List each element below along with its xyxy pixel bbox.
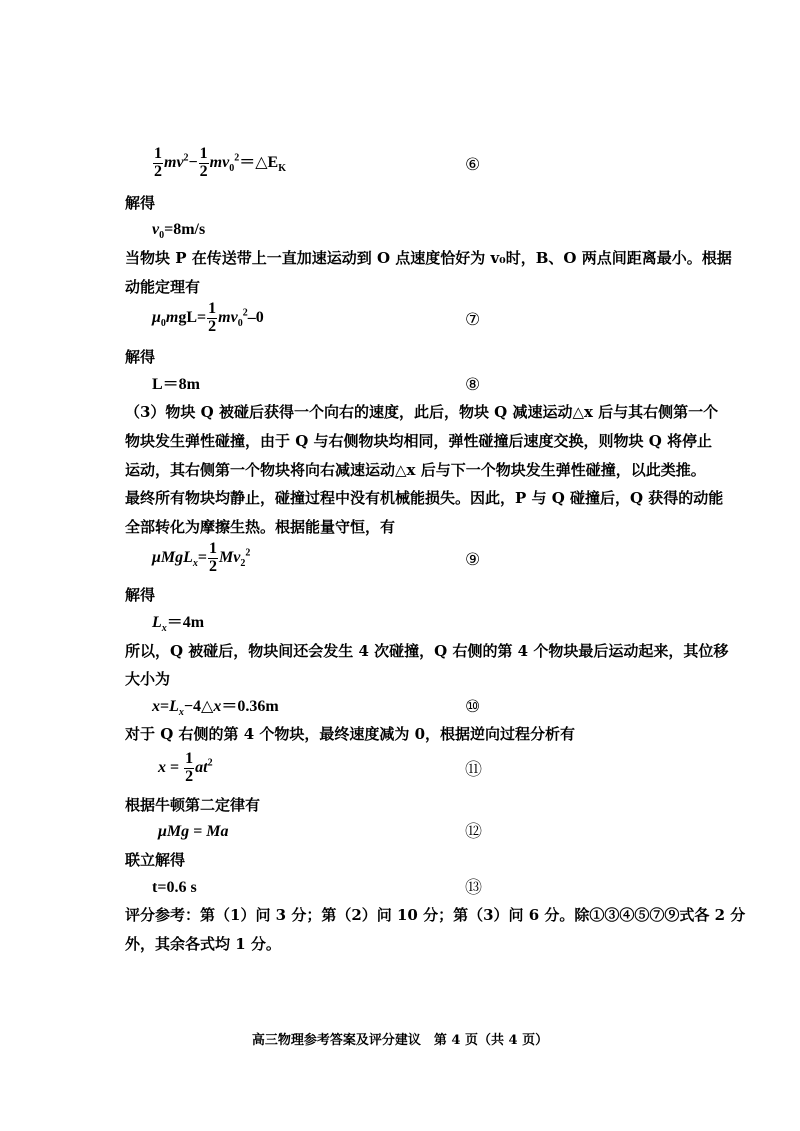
equation-10: $x=L_x-4\triangle x=0.36m$ [152, 698, 279, 719]
paragraph-4: 对于 Q 右侧的第 4 个物块，最终速度减为 0，根据逆向过程分析有 [125, 725, 576, 743]
equation-number-6: ⑥ [465, 155, 481, 175]
equation-13: t=0.6 s [152, 879, 197, 896]
equation-number-13: ⑬ [465, 878, 482, 898]
paragraph-1-line-1: 当物块 P 在传送带上一直加速运动到 O 点速度恰好为 v₀时，B、O 两点间距离最小。根据 [125, 249, 732, 267]
equation-12: μMg = Ma [158, 823, 229, 840]
equation-lx: $L_x=4m$ [152, 614, 205, 635]
scoring-line-1: 评分参考：第（1）问 3 分；第（2）问 10 分；第（3）问 6 分。除①③④⑤⑦⑨式各 2 分 [125, 906, 746, 924]
equation-11: x = $\frac{1}{2}$ $at^2$ [158, 750, 213, 785]
equation-6: $\frac{1}{2}$ $mv^2-$ $\frac{1}{2}$ $mv_0^2=\triangle E_K$ [154, 145, 286, 180]
equation-number-8: ⑧ [465, 375, 481, 395]
paragraph-5: 根据牛顿第二定律有 [125, 796, 261, 814]
page-footer: 高三物理参考答案及评分建议 第 4 页（共 4 页） [251, 1033, 549, 1048]
equation-number-10: ⑩ [465, 697, 481, 717]
paragraph-2-line-2: 物块发生弹性碰撞，由于 Q 与右侧物块均相同，弹性碰撞后速度交换，则物块 Q 将停止 [125, 432, 713, 450]
equation-v0: $v_0=8m/s$ [152, 221, 206, 242]
jiede-2: 解得 [125, 348, 156, 366]
paragraph-6: 联立解得 [125, 851, 186, 869]
equation-number-7: ⑦ [465, 310, 481, 330]
equation-number-12: ⑫ [465, 822, 482, 842]
paragraph-3-line-2: 大小为 [125, 670, 171, 688]
scoring-line-2: 外，其余各式均 1 分。 [125, 935, 281, 953]
paragraph-2-line-1: （3）物块 Q 被碰后获得一个向右的速度，此后，物块 Q 减速运动△x 后与其右侧第一个 [125, 403, 719, 421]
equation-number-11: ⑪ [465, 760, 482, 780]
equation-9: μMgL$_x$= $\frac{1}{2}$ $Mv_2^2$ [152, 540, 251, 575]
eq6-rhs: △E [255, 153, 279, 171]
paragraph-3-line-1: 所以，Q 被碰后，物块间还会发生 4 次碰撞，Q 右侧的第 4 个物块最后运动起来，其位移 [125, 642, 729, 660]
paragraph-2-line-5: 全部转化为摩擦生热。根据能量守恒，有 [125, 518, 396, 536]
jiede-3: 解得 [125, 586, 156, 604]
paragraph-2-line-4: 最终所有物块均静止，碰撞过程中没有机械能损失。因此，P 与 Q 碰撞后，Q 获得的动能 [125, 489, 724, 507]
paragraph-2-line-3: 运动，其右侧第一个物块将向右减速运动△x 后与下一个物块发生弹性碰撞，以此类推。 [125, 461, 706, 479]
equation-7: $\mu_0mgL=$ $\frac{1}{2}$ $mv_0^2-0$ [152, 300, 264, 335]
equation-number-9: ⑨ [465, 550, 481, 570]
jiede-1: 解得 [125, 194, 156, 212]
paragraph-1-line-2: 动能定理有 [125, 278, 201, 296]
equation-8: L＝8m [152, 376, 201, 393]
